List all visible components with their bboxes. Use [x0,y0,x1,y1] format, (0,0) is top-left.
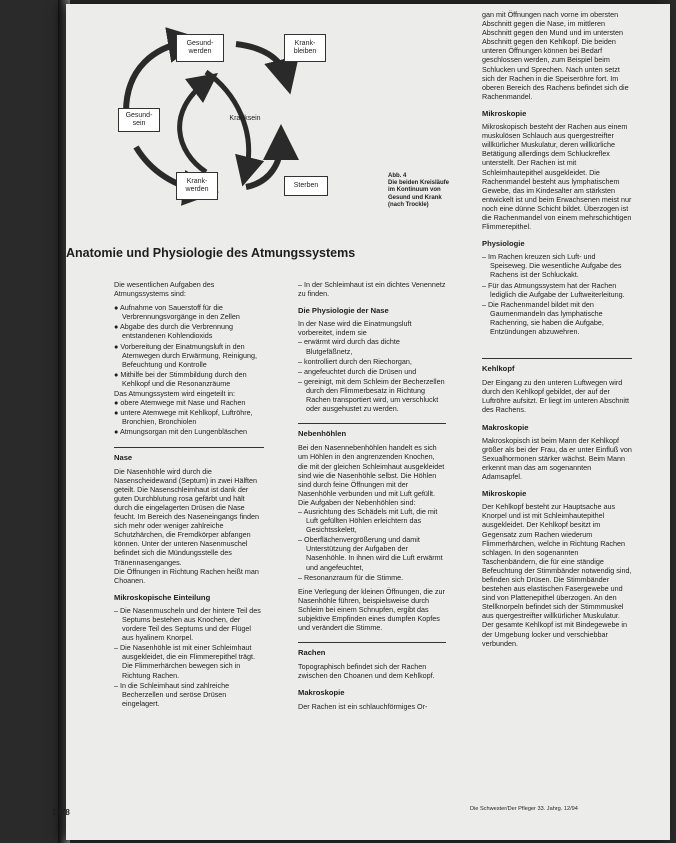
heading-makroskopie: Makroskopie [298,688,345,698]
list-item: – gereinigt, mit dem Schleim der Becherzellen durch den Flimmerbesatz in Richtung Rachen transportiert wird, um verschluckt oder ausgehustet zu werden. [298,376,445,414]
heading-mikroskopie: Mikroskopie [482,108,527,118]
arrow-right-lower [246,142,281,187]
mikro-list [114,606,264,708]
section-heading-rachen: Rachen [298,642,446,657]
list-item: – kontrolliert durch den Riechorgan, [298,356,412,366]
list-item: – Die Nasenhöhle ist mit einer Schleimhaut ausgekleidet, die ein Flimmerepithel trägt. Die Flimmerhärchen bewegen sich in Richtung Rachen. [114,643,256,680]
list-item: ● Aufnahme von Sauerstoff für die Verbrennungsvorgänge in den Zellen [114,303,240,322]
tasks-list [114,303,264,388]
figure-caption: Abb. 4 Die beiden Kreisläufe im Kontinuum von Gesund und Krank (nach Trockle) [388,173,450,208]
health-continuum-diagram [56,12,346,208]
rachen-phys-list [482,252,632,336]
list-item: – Die Nasenmuscheln und der hintere Teil des Septums bestehen aus Knochen, der vordere Teil des Septums und der Flügel aus hyalinem Knorpel. [114,605,261,643]
list-item: – angefeuchtet durch die Drüsen und [298,366,417,376]
node-kranksein: Kranksein [229,115,261,122]
makro-paragraph: Der Rachen ist ein schlauchförmiges Or- [298,701,428,711]
list-item: ● Abgabe des durch die Verbrennung entstandenen Kohlendioxids [114,322,234,341]
intro-text: Die wesentlichen Aufgaben des Atmungssystems sind: [114,280,215,299]
section-heading-nase: Nase [114,447,264,462]
list-item: ● obere Atemwege mit Nase und Rachen [114,398,246,408]
list-item: – In die Schleimhaut sind zahlreiche Becherzellen und seröse Drüsen eingelagert. [114,680,230,708]
rachen-continued: gan mit Öffnungen nach vorne im obersten Abschnitt gegen die Nase, im mittleren Abschnitt gegen den Mund und im untersten Abschnitt gegen den Kehlkopf. Die beiden unteren Öffnungen können bei Bedarf geschlossen werden, zum Beispiel beim Schlucken und Sprechen. Nach unten setzt sich der Rachen in die Speiseröhre fort. Im oberen Bereich des Rachens befindet sich die Rachenmandel. [482,10,629,101]
heading-physiologie: Physiologie [482,239,525,249]
kehl-makro-paragraph: Makroskopisch ist beim Mann der Kehlkopf größer als bei der Frau, da er unter Einfluß von Sexualhormonen stärker wächst. Beim Mann erkennt man das am sogenannten Adamsapfel. [482,435,632,482]
neben-paragraph: Bei den Nasennebenhöhlen handelt es sich um Höhlen in den angrenzenden Knochen, die mit der gleichen Schleimhaut ausgekleidet sind wie die Nasenhöhle selbst. Die Höhlen sind durch feine Öffnungen mit der Nasenhöhle verbunden und mit Luft gefüllt. [298,443,445,498]
phys-list [298,337,446,413]
venennetz-text: – In der Schleimhaut ist ein dichtes Venennetz zu finden. [298,280,446,299]
list-item: – Resonanzraum für die Stimme. [298,572,404,582]
node-sterben: Sterben [284,176,328,196]
list-item: ● Atmungsorgan mit den Lungenbläschen [114,427,248,437]
column-2 [298,280,446,716]
journal-footer: Die Schwester/Der Pfleger 33. Jahrg. 12/94 [470,806,578,812]
section-heading-nebenhoehlen: Nebenhöhlen [298,423,446,438]
heading-makroskopie-kehl: Makroskopie [482,422,529,432]
list-item: – Ausrichtung des Schädels mit Luft, die mit Luft gefüllten Höhlen erleichtern das Gesichtsskelett, [298,506,438,535]
page-number: 1378 [52,808,70,817]
list-item: – erwärmt wird durch das dichte Blutgefäßnetz, [298,337,400,356]
node-krankbleiben: Krank- bleiben [284,34,326,62]
neben-list [298,507,446,582]
list-item: – Oberflächenvergrößerung und damit Unterstützung der Aufgaben der Nasenhöhle. In ihnen wird die Luft erwärmt und angefeuchtet, [298,535,443,572]
rachen-paragraph: Topographisch befindet sich der Rachen zwischen den Choanen und dem Kehlkopf. [298,662,435,681]
list-item: ● untere Atemwege mit Kehlkopf, Luftröhre, Bronchien, Bronchiolen [114,408,253,427]
nase-paragraph-2: Die Öffnungen in Richtung Rachen heißt man Choanen. [114,566,259,585]
kehl-paragraph: Der Eingang zu den unteren Luftwegen wird durch den Kehlkopf gebildet, der auf der Luftröhre aufsitzt. Er liegt im unteren Abschnitt des Rachens. [482,378,630,415]
node-gesundwerden: Gesund- werden [176,34,224,62]
column-1 [114,280,264,709]
arrow-top [236,44,286,77]
list-item: ● Vorbereitung der Einatmungsluft in den Atemwegen durch Erwärmung, Reinigung, Befeuchtung und Kontrolle [114,341,258,369]
nase-paragraph: Die Nasenhöhle wird durch die Nasenscheidewand (Septum) in zwei Hälften geteilt. Die Nasenschleimhaut ist dank der guten Durchblutung rosa gefärbt und hält durch die eingelagerten Drüsen die Nase feucht. Im Bereich des Naseneingangs finden sich mehr oder weniger zahlreiche Schutzhärchen, die Fremdkörper abfangen können. Unter der unteren Nasenmuschel befindet sich die Mündungsstelle des Tränennasenganges. [114,466,260,567]
list-item: – Die Rachenmandel bildet mit den Gaumenmandeln das lymphatische Rachenring, sie haben die Aufgabe, Entzündungen abzuwehren. [482,299,604,336]
section-heading-kehlkopf: Kehlkopf [482,358,632,373]
list-item: ● Mithilfe bei der Stimmbildung durch den Kehlkopf und die Resonanzräume [114,369,247,388]
column-3 [482,10,632,653]
heading-physiologie-nase: Die Physiologie der Nase [298,306,389,316]
heading-mikroskopie-kehl: Mikroskopie [482,489,527,499]
phys-intro: In der Nase wird die Einatmungsluft vorbereitet, indem sie [298,319,412,338]
article-title: Anatomie und Physiologie des Atmungssystems [66,246,356,260]
neben-paragraph-3: Eine Verlegung der kleinen Öffnungen, die zur Nasenhöhle führen, beispielsweise durch Schleim bei einem Schnupfen, ergibt das subjektive Empfinden eines dumpfen Kopfes und verändert die Stimme. [298,586,445,633]
arrow-cross-2 [180,82,206,172]
node-gesundsein: Gesund- sein [118,108,160,132]
heading-mikro-einteilung: Mikroskopische Einteilung [114,592,211,602]
mikro-paragraph: Mikroskopisch besteht der Rachen aus einem muskulösen Schlauch aus quergestreifter willkürlicher Muskulatur, deren willkürliche Betätigung allerdings dem Schluckreflex unterstellt. Der Rachen ist mit Schleimhautepithel ausgekleidet. Die Rachenmandel besteht aus lymphatischem Gewebe, das im Kindesalter am stärksten entwickelt ist und beim Erwachsenen meist nur noch eine dünne Schicht bildet. Überzogen ist die Rachenmandel von einem mehrschichtigen Flimmerepithel. [482,122,632,232]
list-item: – Im Rachen kreuzen sich Luft- und Speiseweg. Die wesentliche Aufgabe des Rachens ist der Schluckakt. [482,252,622,280]
division-text: Das Atmungssystem wird eingeteilt in: [114,389,236,399]
parts-list [114,398,264,436]
list-item: – Für das Atmungssystem hat der Rachen lediglich die Aufgabe der Luftweiterleitung. [482,280,625,299]
node-krankwerden: Krank- werden [176,172,218,200]
kehl-mikro-paragraph: Der Kehlkopf besteht zur Hauptsache aus Knorpel und ist mit Schleimhautepithel ausgekleidet. Der Kehlkopf besitzt im Gegensatz zum Rachen wiederum Flimmerhärchen, welche in Richtung Rachen schlagen. In den sogenannten Taschenbändern, die für eine ständige Befeuchtung der Stimmbänder notwendig sind, befinden sich Drüsen. Die Stimmbänder bestehen aus elastischen Fasergewebe und sind von Plattenepithel überzogen. An den Stellknorpeln befindet sich der Stimmmuskel aus quergestreifter willkürlicher Muskulatur. Der gesamte Kehlkopf ist mit Bindegewebe in der Umgebung locker und verschiebbar verbunden. [482,502,632,648]
neben-paragraph-2: Die Aufgaben der Nebenhöhlen sind: [298,497,416,507]
